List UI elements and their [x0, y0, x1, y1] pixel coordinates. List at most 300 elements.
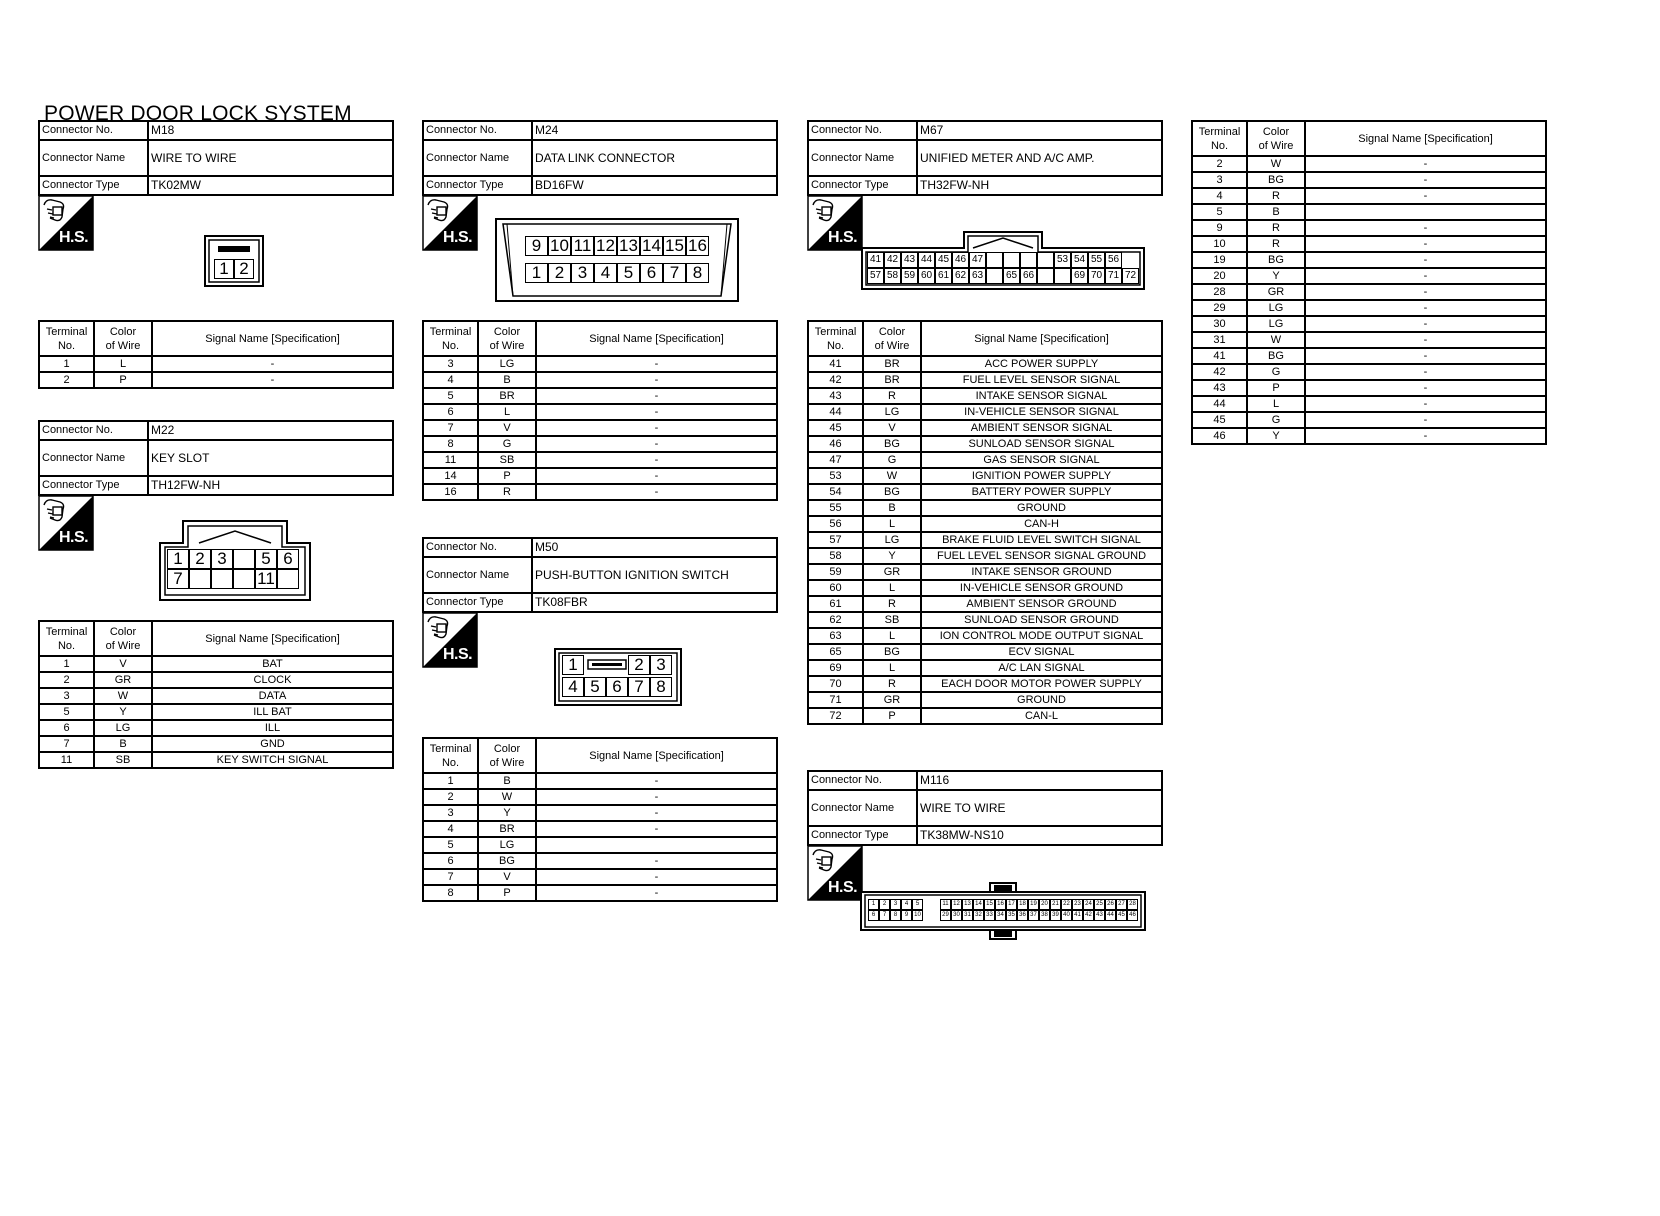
- signal-name-cell: [536, 837, 777, 853]
- terminal-no-cell: 63: [808, 628, 863, 644]
- wire-color-cell: B: [863, 500, 921, 516]
- harness-side-icon: [422, 612, 478, 668]
- table-row: [39, 704, 393, 720]
- header-signal-name: Signal Name [Specification]: [152, 321, 393, 356]
- label-connector-no: Connector No.: [39, 121, 148, 140]
- empty-cavity: [189, 569, 211, 589]
- signal-name-cell: -: [1305, 284, 1546, 300]
- table-row: [423, 372, 777, 388]
- empty-cavity: [233, 549, 255, 569]
- connector-header-m67: [807, 120, 1163, 196]
- table-row: [423, 837, 777, 853]
- terminal-pin: 45: [935, 252, 952, 268]
- terminal-no-cell: 8: [423, 885, 478, 901]
- label-connector-no: Connector No.: [423, 121, 532, 140]
- terminal-pin: 4: [594, 263, 617, 283]
- signal-name-cell: -: [536, 484, 777, 500]
- signal-name-cell: -: [152, 372, 393, 388]
- wire-color-cell: R: [863, 676, 921, 692]
- wire-color-cell: BG: [1247, 348, 1305, 364]
- terminal-pin: 34: [995, 910, 1006, 921]
- harness-side-label: H.S.: [828, 879, 858, 896]
- terminal-pin: 25: [1094, 899, 1105, 910]
- connector-header-m24: [422, 120, 778, 196]
- signal-name-cell: FUEL LEVEL SENSOR SIGNAL: [921, 372, 1162, 388]
- terminal-pin: 6: [277, 549, 299, 569]
- terminal-pin: 41: [1072, 910, 1083, 921]
- table-row: [423, 404, 777, 420]
- terminal-no-cell: 69: [808, 660, 863, 676]
- terminal-no-cell: 3: [1192, 172, 1247, 188]
- signal-name-cell: -: [536, 773, 777, 789]
- terminal-no-cell: 6: [423, 404, 478, 420]
- signal-name-cell: FUEL LEVEL SENSOR SIGNAL GROUND: [921, 548, 1162, 564]
- terminal-table-m18: [38, 320, 394, 389]
- terminal-pin: 11: [255, 569, 277, 589]
- terminal-pin: 38: [1039, 910, 1050, 921]
- table-row: [1192, 236, 1546, 252]
- wire-color-cell: GR: [863, 564, 921, 580]
- terminal-no-cell: 2: [39, 372, 94, 388]
- terminal-no-cell: 62: [808, 612, 863, 628]
- table-row: [808, 452, 1162, 468]
- signal-name-cell: [1305, 204, 1546, 220]
- wire-color-cell: B: [94, 736, 152, 752]
- terminal-pin: 15: [663, 236, 686, 256]
- terminal-pin: 3: [890, 899, 901, 910]
- terminal-pin: 11: [571, 236, 594, 256]
- signal-name-cell: -: [536, 853, 777, 869]
- table-row: [808, 484, 1162, 500]
- table-row: [423, 853, 777, 869]
- terminal-no-cell: 47: [808, 452, 863, 468]
- label-connector-name: Connector Name: [39, 140, 148, 176]
- signal-name-cell: ION CONTROL MODE OUTPUT SIGNAL: [921, 628, 1162, 644]
- header-terminal-no: Terminal No.: [423, 738, 478, 773]
- terminal-no-cell: 46: [808, 436, 863, 452]
- signal-name-cell: -: [536, 404, 777, 420]
- terminal-pin: 37: [1028, 910, 1039, 921]
- terminal-pin: 3: [571, 263, 594, 283]
- table-row: [808, 564, 1162, 580]
- table-row: [1192, 220, 1546, 236]
- terminal-pin: 35: [1006, 910, 1017, 921]
- signal-name-cell: A/C LAN SIGNAL: [921, 660, 1162, 676]
- terminal-pin: 8: [890, 910, 901, 921]
- terminal-no-cell: 41: [1192, 348, 1247, 364]
- signal-name-cell: -: [1305, 252, 1546, 268]
- table-row: [808, 676, 1162, 692]
- table-row: [39, 372, 393, 388]
- signal-name-cell: ILL: [152, 720, 393, 736]
- wire-color-cell: P: [94, 372, 152, 388]
- terminal-no-cell: 43: [1192, 380, 1247, 396]
- connector-header-m22: [38, 420, 394, 496]
- terminal-pin: 10: [548, 236, 571, 256]
- pin-m18-1: 1: [214, 259, 234, 279]
- signal-name-cell: -: [536, 821, 777, 837]
- terminal-pin: 23: [1072, 899, 1083, 910]
- terminal-no-cell: 46: [1192, 428, 1247, 444]
- terminal-pin: 14: [640, 236, 663, 256]
- terminal-pin: 16: [686, 236, 709, 256]
- wire-color-cell: Y: [478, 805, 536, 821]
- terminal-pin: 43: [1094, 910, 1105, 921]
- header-terminal-no: Terminal No.: [423, 321, 478, 356]
- terminal-pin: 42: [884, 252, 901, 268]
- connector-type-value: TK02MW: [148, 176, 393, 195]
- table-row: [808, 468, 1162, 484]
- wire-color-cell: BG: [863, 436, 921, 452]
- terminal-pin: 44: [1105, 910, 1116, 921]
- terminal-no-cell: 54: [808, 484, 863, 500]
- wire-color-cell: SB: [478, 452, 536, 468]
- table-row: [1192, 188, 1546, 204]
- wire-color-cell: L: [863, 580, 921, 596]
- wire-color-cell: LG: [94, 720, 152, 736]
- terminal-no-cell: 56: [808, 516, 863, 532]
- terminal-table-m116: [1191, 120, 1547, 445]
- terminal-pin: 1: [167, 549, 189, 569]
- terminal-no-cell: 6: [423, 853, 478, 869]
- label-connector-type: Connector Type: [808, 176, 917, 195]
- empty-cavity: [1020, 252, 1037, 268]
- harness-side-icon: [422, 195, 478, 251]
- wire-color-cell: P: [1247, 380, 1305, 396]
- signal-name-cell: -: [1305, 316, 1546, 332]
- table-row: [808, 356, 1162, 372]
- table-row: [423, 468, 777, 484]
- table-row: [423, 789, 777, 805]
- wire-color-cell: BR: [863, 356, 921, 372]
- label-connector-name: Connector Name: [808, 140, 917, 176]
- wire-color-cell: B: [1247, 204, 1305, 220]
- terminal-pin: 71: [1105, 268, 1122, 284]
- signal-name-cell: BRAKE FLUID LEVEL SWITCH SIGNAL: [921, 532, 1162, 548]
- connector-no-value: M116: [917, 771, 1162, 790]
- terminal-pin: 1: [868, 899, 879, 910]
- terminal-no-cell: 3: [39, 688, 94, 704]
- header-terminal-no: Terminal No.: [808, 321, 863, 356]
- harness-side-label: H.S.: [443, 646, 473, 663]
- signal-name-cell: CLOCK: [152, 672, 393, 688]
- wire-color-cell: G: [863, 452, 921, 468]
- terminal-pin: 20: [1039, 899, 1050, 910]
- terminal-pin: 5: [584, 677, 606, 697]
- wire-color-cell: GR: [863, 692, 921, 708]
- signal-name-cell: -: [536, 436, 777, 452]
- table-row: [423, 885, 777, 901]
- wire-color-cell: B: [478, 773, 536, 789]
- terminal-no-cell: 1: [423, 773, 478, 789]
- terminal-pin: 61: [935, 268, 952, 284]
- terminal-no-cell: 45: [1192, 412, 1247, 428]
- label-connector-name: Connector Name: [423, 557, 532, 593]
- wire-color-cell: W: [863, 468, 921, 484]
- table-row: [808, 692, 1162, 708]
- terminal-table-m24: [422, 320, 778, 501]
- wire-color-cell: LG: [863, 404, 921, 420]
- table-row: [808, 548, 1162, 564]
- label-connector-type: Connector Type: [423, 176, 532, 195]
- terminal-pin: 43: [901, 252, 918, 268]
- label-connector-no: Connector No.: [39, 421, 148, 440]
- terminal-pin: 7: [167, 569, 189, 589]
- terminal-no-cell: 70: [808, 676, 863, 692]
- signal-name-cell: AMBIENT SENSOR GROUND: [921, 596, 1162, 612]
- terminal-no-cell: 2: [39, 672, 94, 688]
- terminal-no-cell: 30: [1192, 316, 1247, 332]
- table-row: [1192, 396, 1546, 412]
- table-row: [423, 484, 777, 500]
- label-connector-type: Connector Type: [39, 476, 148, 495]
- terminal-pin: 6: [868, 910, 879, 921]
- table-row: [1192, 284, 1546, 300]
- header-terminal-no: Terminal No.: [39, 621, 94, 656]
- terminal-no-cell: 65: [808, 644, 863, 660]
- signal-name-cell: -: [536, 388, 777, 404]
- terminal-pin: 5: [617, 263, 640, 283]
- terminal-pin: 45: [1116, 910, 1127, 921]
- terminal-pin: 53: [1054, 252, 1071, 268]
- terminal-pin: 58: [884, 268, 901, 284]
- wire-color-cell: Y: [1247, 428, 1305, 444]
- table-row: [423, 356, 777, 372]
- terminal-pin: 36: [1017, 910, 1028, 921]
- terminal-no-cell: 14: [423, 468, 478, 484]
- wire-color-cell: G: [1247, 364, 1305, 380]
- wire-color-cell: BR: [863, 372, 921, 388]
- wire-color-cell: V: [94, 656, 152, 672]
- connector-name-value: KEY SLOT: [148, 440, 393, 476]
- terminal-no-cell: 1: [39, 356, 94, 372]
- terminal-pin: 5: [912, 899, 923, 910]
- terminal-pin: 8: [686, 263, 709, 283]
- wire-color-cell: P: [478, 885, 536, 901]
- connector-header-m116: [807, 770, 1163, 846]
- terminal-pin: 28: [1127, 899, 1138, 910]
- connector-no-value: M50: [532, 538, 777, 557]
- terminal-pin: 57: [867, 268, 884, 284]
- terminal-pin: 41: [867, 252, 884, 268]
- terminal-no-cell: 2: [423, 789, 478, 805]
- terminal-pin: 8: [650, 677, 672, 697]
- terminal-pin: 54: [1071, 252, 1088, 268]
- label-connector-no: Connector No.: [808, 771, 917, 790]
- label-connector-name: Connector Name: [423, 140, 532, 176]
- connector-no-value: M22: [148, 421, 393, 440]
- connector-type-value: TK08FBR: [532, 593, 777, 612]
- header-signal-name: Signal Name [Specification]: [536, 738, 777, 773]
- connector-type-value: BD16FW: [532, 176, 777, 195]
- terminal-pin: 33: [984, 910, 995, 921]
- table-row: [1192, 428, 1546, 444]
- signal-name-cell: -: [1305, 428, 1546, 444]
- table-row: [808, 644, 1162, 660]
- terminal-no-cell: 4: [423, 372, 478, 388]
- terminal-pin: 59: [901, 268, 918, 284]
- wire-color-cell: V: [478, 869, 536, 885]
- terminal-pin: 12: [594, 236, 617, 256]
- signal-name-cell: CAN-L: [921, 708, 1162, 724]
- signal-name-cell: -: [1305, 268, 1546, 284]
- wire-color-cell: LG: [1247, 300, 1305, 316]
- terminal-pin: 22: [1061, 899, 1072, 910]
- wire-color-cell: V: [478, 420, 536, 436]
- terminal-pin: 12: [951, 899, 962, 910]
- terminal-pin: 24: [1083, 899, 1094, 910]
- terminal-pin: 9: [525, 236, 548, 256]
- terminal-pin: 31: [962, 910, 973, 921]
- wire-color-cell: BG: [1247, 172, 1305, 188]
- terminal-pin: 18: [1017, 899, 1028, 910]
- harness-side-label: H.S.: [59, 529, 89, 546]
- connector-diagram-m50: [554, 648, 682, 706]
- terminal-no-cell: 28: [1192, 284, 1247, 300]
- terminal-pin: 16: [995, 899, 1006, 910]
- terminal-no-cell: 8: [423, 436, 478, 452]
- wire-color-cell: W: [1247, 332, 1305, 348]
- header-color-of-wire: Color of Wire: [863, 321, 921, 356]
- connector-name-value: DATA LINK CONNECTOR: [532, 140, 777, 176]
- wire-color-cell: LG: [478, 356, 536, 372]
- terminal-table-m22: [38, 620, 394, 769]
- wire-color-cell: L: [94, 356, 152, 372]
- terminal-pin: 29: [940, 910, 951, 921]
- terminal-table-m67: [807, 320, 1163, 725]
- wire-color-cell: L: [863, 516, 921, 532]
- signal-name-cell: -: [536, 789, 777, 805]
- terminal-pin: 40: [1061, 910, 1072, 921]
- terminal-pin: 17: [1006, 899, 1017, 910]
- connector-outline: [495, 218, 739, 302]
- signal-name-cell: SUNLOAD SENSOR SIGNAL: [921, 436, 1162, 452]
- table-row: [808, 436, 1162, 452]
- header-color-of-wire: Color of Wire: [478, 738, 536, 773]
- wire-color-cell: L: [1247, 396, 1305, 412]
- terminal-pin: 46: [1127, 910, 1138, 921]
- table-row: [808, 660, 1162, 676]
- signal-name-cell: -: [1305, 348, 1546, 364]
- terminal-no-cell: 20: [1192, 268, 1247, 284]
- connector-type-value: TH32FW-NH: [917, 176, 1162, 195]
- empty-cavity: [1037, 268, 1054, 284]
- wire-color-cell: LG: [863, 532, 921, 548]
- harness-side-icon: [807, 195, 863, 251]
- wire-color-cell: R: [1247, 188, 1305, 204]
- signal-name-cell: BATTERY POWER SUPPLY: [921, 484, 1162, 500]
- terminal-pin: 70: [1088, 268, 1105, 284]
- signal-name-cell: INTAKE SENSOR GROUND: [921, 564, 1162, 580]
- header-signal-name: Signal Name [Specification]: [921, 321, 1162, 356]
- wire-color-cell: R: [478, 484, 536, 500]
- terminal-pin: 2: [879, 899, 890, 910]
- terminal-pin: 72: [1122, 268, 1139, 284]
- connector-diagram-m116: [860, 882, 1146, 940]
- terminal-no-cell: 60: [808, 580, 863, 596]
- table-row: [808, 596, 1162, 612]
- header-color-of-wire: Color of Wire: [94, 621, 152, 656]
- terminal-no-cell: 19: [1192, 252, 1247, 268]
- table-row: [423, 436, 777, 452]
- terminal-pin: 21: [1050, 899, 1061, 910]
- signal-name-cell: -: [1305, 364, 1546, 380]
- table-row: [423, 821, 777, 837]
- terminal-no-cell: 59: [808, 564, 863, 580]
- signal-name-cell: -: [1305, 156, 1546, 172]
- terminal-pin: 65: [1003, 268, 1020, 284]
- signal-name-cell: -: [536, 869, 777, 885]
- wire-color-cell: SB: [863, 612, 921, 628]
- wire-color-cell: R: [863, 596, 921, 612]
- terminal-no-cell: 55: [808, 500, 863, 516]
- terminal-pin: 2: [189, 549, 211, 569]
- wire-color-cell: R: [1247, 220, 1305, 236]
- header-terminal-no: Terminal No.: [39, 321, 94, 356]
- signal-name-cell: IN-VEHICLE SENSOR GROUND: [921, 580, 1162, 596]
- terminal-pin: 11: [940, 899, 951, 910]
- connector-no-value: M18: [148, 121, 393, 140]
- terminal-pin: 9: [901, 910, 912, 921]
- empty-cavity: [1003, 252, 1020, 268]
- signal-name-cell: -: [1305, 300, 1546, 316]
- connector-diagram-m22: [159, 519, 311, 601]
- connector-header-m18: [38, 120, 394, 196]
- table-row: [423, 869, 777, 885]
- wire-color-cell: L: [478, 404, 536, 420]
- harness-side-icon: [38, 495, 94, 551]
- signal-name-cell: SUNLOAD SENSOR GROUND: [921, 612, 1162, 628]
- connector-lock-tab: [218, 246, 250, 252]
- empty-cavity: [233, 569, 255, 589]
- signal-name-cell: -: [536, 356, 777, 372]
- signal-name-cell: -: [536, 420, 777, 436]
- terminal-pin: 66: [1020, 268, 1037, 284]
- terminal-no-cell: 45: [808, 420, 863, 436]
- terminal-no-cell: 44: [808, 404, 863, 420]
- header-signal-name: Signal Name [Specification]: [1305, 121, 1546, 156]
- terminal-no-cell: 29: [1192, 300, 1247, 316]
- label-connector-name: Connector Name: [39, 440, 148, 476]
- table-row: [1192, 156, 1546, 172]
- table-row: [1192, 172, 1546, 188]
- table-row: [808, 388, 1162, 404]
- terminal-no-cell: 4: [1192, 188, 1247, 204]
- signal-name-cell: -: [536, 468, 777, 484]
- terminal-pin: 56: [1105, 252, 1122, 268]
- terminal-no-cell: 5: [39, 704, 94, 720]
- header-signal-name: Signal Name [Specification]: [152, 621, 393, 656]
- table-row: [39, 672, 393, 688]
- harness-side-icon: [38, 195, 94, 251]
- wire-color-cell: W: [478, 789, 536, 805]
- signal-name-cell: -: [1305, 236, 1546, 252]
- terminal-table-m50: [422, 737, 778, 902]
- terminal-pin: 4: [562, 677, 584, 697]
- terminal-no-cell: 42: [808, 372, 863, 388]
- terminal-no-cell: 44: [1192, 396, 1247, 412]
- wire-color-cell: P: [863, 708, 921, 724]
- signal-name-cell: INTAKE SENSOR SIGNAL: [921, 388, 1162, 404]
- terminal-pin: 19: [1028, 899, 1039, 910]
- terminal-no-cell: 72: [808, 708, 863, 724]
- terminal-pin: 15: [984, 899, 995, 910]
- empty-cavity: [986, 252, 1003, 268]
- wire-color-cell: SB: [94, 752, 152, 768]
- terminal-no-cell: 5: [1192, 204, 1247, 220]
- terminal-pin: 6: [606, 677, 628, 697]
- signal-name-cell: EACH DOOR MOTOR POWER SUPPLY: [921, 676, 1162, 692]
